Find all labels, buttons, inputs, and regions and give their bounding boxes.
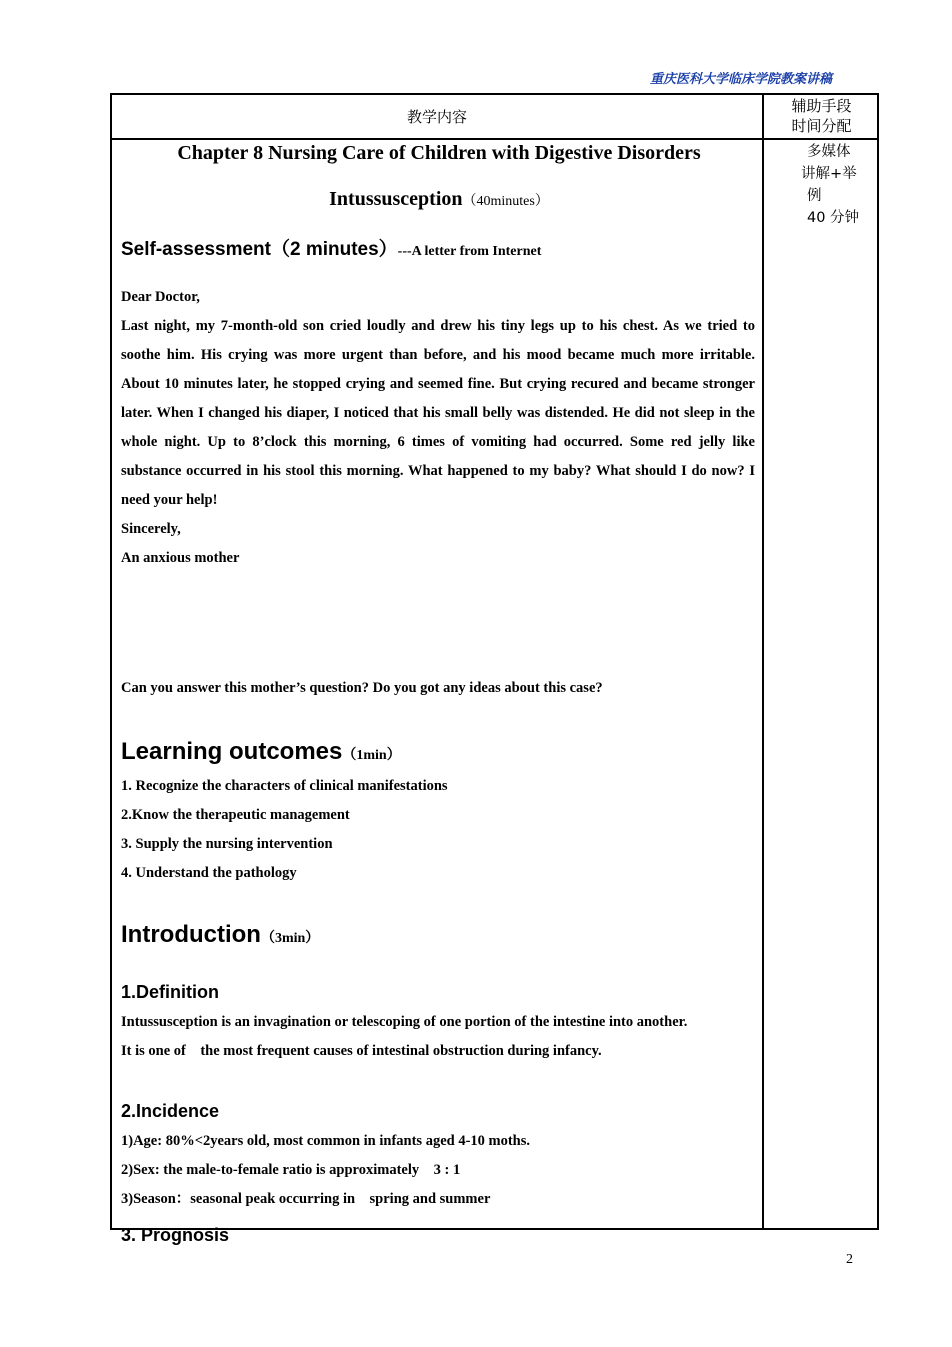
self-assessment-heading xyxy=(121,234,541,261)
learning-outcomes-title: Learning outcomes xyxy=(121,738,343,765)
letter-closing: Sincerely, xyxy=(121,521,181,537)
column-header-content: 教学内容 xyxy=(406,108,467,126)
definition-text xyxy=(121,1008,755,1066)
self-assessment-title: Self-assessment（2 minutes） xyxy=(121,239,398,260)
self-assessment-source: ---A letter from Internet xyxy=(397,244,542,259)
definition-heading: 1.Definition xyxy=(121,982,219,1002)
teaching-aids-note xyxy=(801,141,867,229)
document-header-note: 重庆医科大学临床学院教案讲稿 xyxy=(650,72,833,87)
page-number: 2 xyxy=(846,1252,853,1267)
header-row-divider xyxy=(112,138,877,140)
lesson-duration: （40minutes） xyxy=(462,194,549,209)
internet-letter xyxy=(121,283,755,573)
discussion-question: Can you answer this mother’s question? Do you got any ideas about this case? xyxy=(121,680,603,696)
introduction-time: （3min） xyxy=(260,931,320,946)
letter-signature: An anxious mother xyxy=(121,550,240,566)
incidence-item: 2)Sex: the male-to-female ratio is approximately 3 : 1 xyxy=(121,1162,461,1178)
list-item: 3. Supply the nursing intervention xyxy=(121,836,333,852)
definition-line: Intussusception is an invagination or telescoping of one portion of the intestine into another. xyxy=(121,1014,688,1030)
letter-salutation: Dear Doctor, xyxy=(121,289,200,305)
side-note-line: 多媒体 xyxy=(807,144,851,160)
list-item: 1. Recognize the characters of clinical manifestations xyxy=(121,778,448,794)
letter-body: Last night, my 7-month-old son cried loudly and drew his tiny legs up to his chest. As we tried to soothe him. His crying was more urgent than before, and his mood became much more irritable. About 10 minutes later, he stopped crying and seemed fine. But crying recured and became stronger later. When I changed his diaper, I noticed that his small belly was distended. He did not sleep in the whole night. Up to 8’clock this morning, 6 times of vomiting had occurred. Some red jelly like substance occurred in his stool this morning. What happened to my baby? What should I do now? I need your help! xyxy=(121,318,755,508)
list-item: 2.Know the therapeutic management xyxy=(121,807,350,823)
learning-outcomes-time: （1min） xyxy=(342,748,401,763)
incidence-list xyxy=(121,1127,755,1214)
lesson-topic: Intussusception xyxy=(329,188,463,210)
incidence-item: 1)Age: 80%<2years old, most common in infants aged 4-10 moths. xyxy=(121,1133,531,1149)
lesson-plan-table xyxy=(110,93,879,1245)
list-item: 4. Understand the pathology xyxy=(121,865,297,881)
introduction-title: Introduction xyxy=(121,921,261,948)
side-note-line: 40 分钟 xyxy=(807,210,860,226)
prognosis-heading: 3. Prognosis xyxy=(121,1225,230,1245)
column-header-aids-line-2: 时间分配 xyxy=(791,117,852,135)
chapter-title: Chapter 8 Nursing Care of Children with Digestive Disorders xyxy=(177,142,701,164)
side-note-line: 例 xyxy=(807,188,822,204)
learning-outcomes-list xyxy=(121,772,755,888)
definition-line: It is one of the most frequent causes of intestinal obstruction during infancy. xyxy=(121,1043,602,1059)
side-note-line: 讲解+举 xyxy=(801,166,857,182)
incidence-item: 3)Season：seasonal peak occurring in spring and summer xyxy=(121,1191,491,1207)
column-header-aids xyxy=(764,95,879,139)
incidence-heading: 2.Incidence xyxy=(121,1101,220,1121)
lesson-subtitle xyxy=(119,188,759,211)
learning-outcomes-heading xyxy=(121,738,401,766)
column-header-aids-line-1: 辅助手段 xyxy=(791,97,852,115)
column-divider xyxy=(762,95,764,1228)
introduction-heading xyxy=(121,921,319,949)
